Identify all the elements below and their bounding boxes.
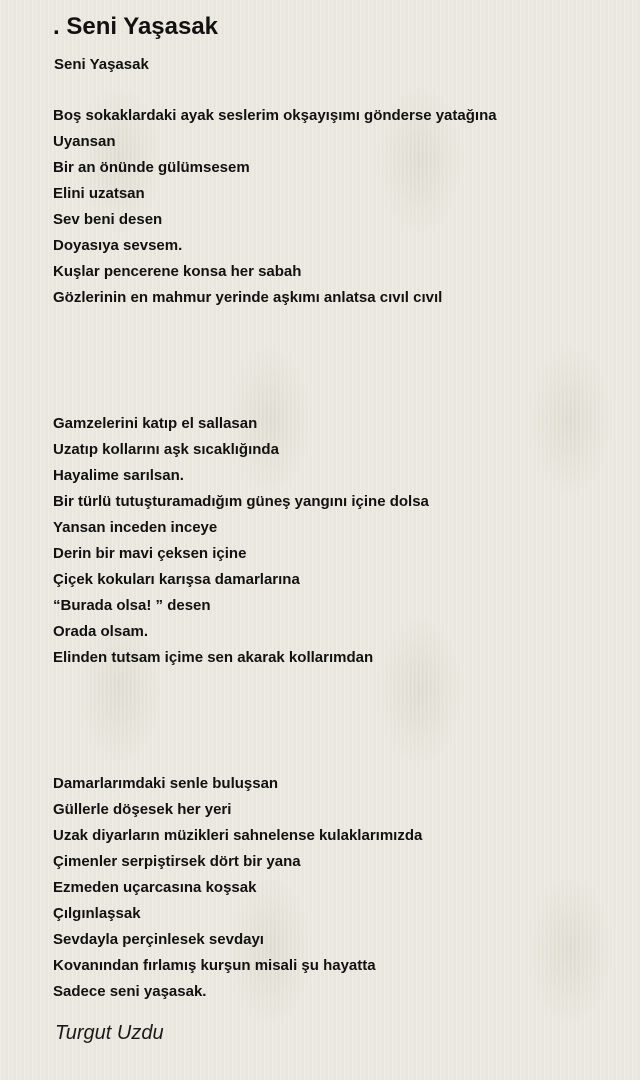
- poem-line: Derin bir mavi çeksen içine: [53, 545, 247, 562]
- poem-line: Ezmeden uçarcasına koşsak: [53, 879, 257, 896]
- poem-line: Çimenler serpiştirsek dört bir yana: [53, 853, 301, 870]
- poem-line: Uzak diyarların müzikleri sahnelense kulaklarımızda: [53, 827, 423, 844]
- poem-line: Yansan inceden inceye: [53, 519, 218, 536]
- poem-line: Doyasıya sevsem.: [53, 237, 183, 254]
- stanza-2: [53, 411, 429, 671]
- poem-subtitle: Seni Yaşasak: [54, 56, 149, 73]
- poem-line: Uyansan: [53, 133, 116, 150]
- poem-line: Boş sokaklardaki ayak seslerim okşayışımı gönderse yatağına: [53, 107, 497, 124]
- stanza-1: [53, 103, 497, 311]
- poem-line: Orada olsam.: [53, 623, 149, 640]
- poem-line: Bir an önünde gülümsesem: [53, 159, 250, 176]
- poem-line: Elini uzatsan: [53, 185, 145, 202]
- poem-line: Çiçek kokuları karışsa damarlarına: [53, 571, 300, 588]
- poem-line: Elinden tutsam içime sen akarak kollarımdan: [53, 649, 374, 666]
- poem-line: Kuşlar pencerene konsa her sabah: [53, 263, 302, 280]
- poem-line: Damarlarımdaki senle buluşsan: [53, 775, 279, 792]
- poem-line: Bir türlü tutuşturamadığım güneş yangını içine dolsa: [53, 493, 429, 510]
- poem-line: Gözlerinin en mahmur yerinde aşkımı anlatsa cıvıl cıvıl: [53, 289, 443, 306]
- poem-line: Sev beni desen: [53, 211, 163, 228]
- poem-line: Hayalime sarılsan.: [53, 467, 184, 484]
- poem-author: Turgut Uzdu: [55, 1022, 164, 1044]
- stanza-3: [53, 771, 422, 1005]
- poem-line: Sadece seni yaşasak.: [53, 983, 207, 1000]
- poem-line: Gamzelerini katıp el sallasan: [53, 415, 258, 432]
- poem-title: . Seni Yaşasak: [53, 13, 219, 40]
- poem-line: Sevdayla perçinlesek sevdayı: [53, 931, 264, 948]
- poem-line: “Burada olsa! ” desen: [53, 597, 211, 614]
- poem-line: Uzatıp kollarını aşk sıcaklığında: [53, 441, 279, 458]
- poem-line: Çılgınlaşsak: [53, 905, 141, 922]
- poem-line: Güllerle döşesek her yeri: [53, 801, 232, 818]
- poem-line: Kovanından fırlamış kurşun misali şu hayatta: [53, 957, 376, 974]
